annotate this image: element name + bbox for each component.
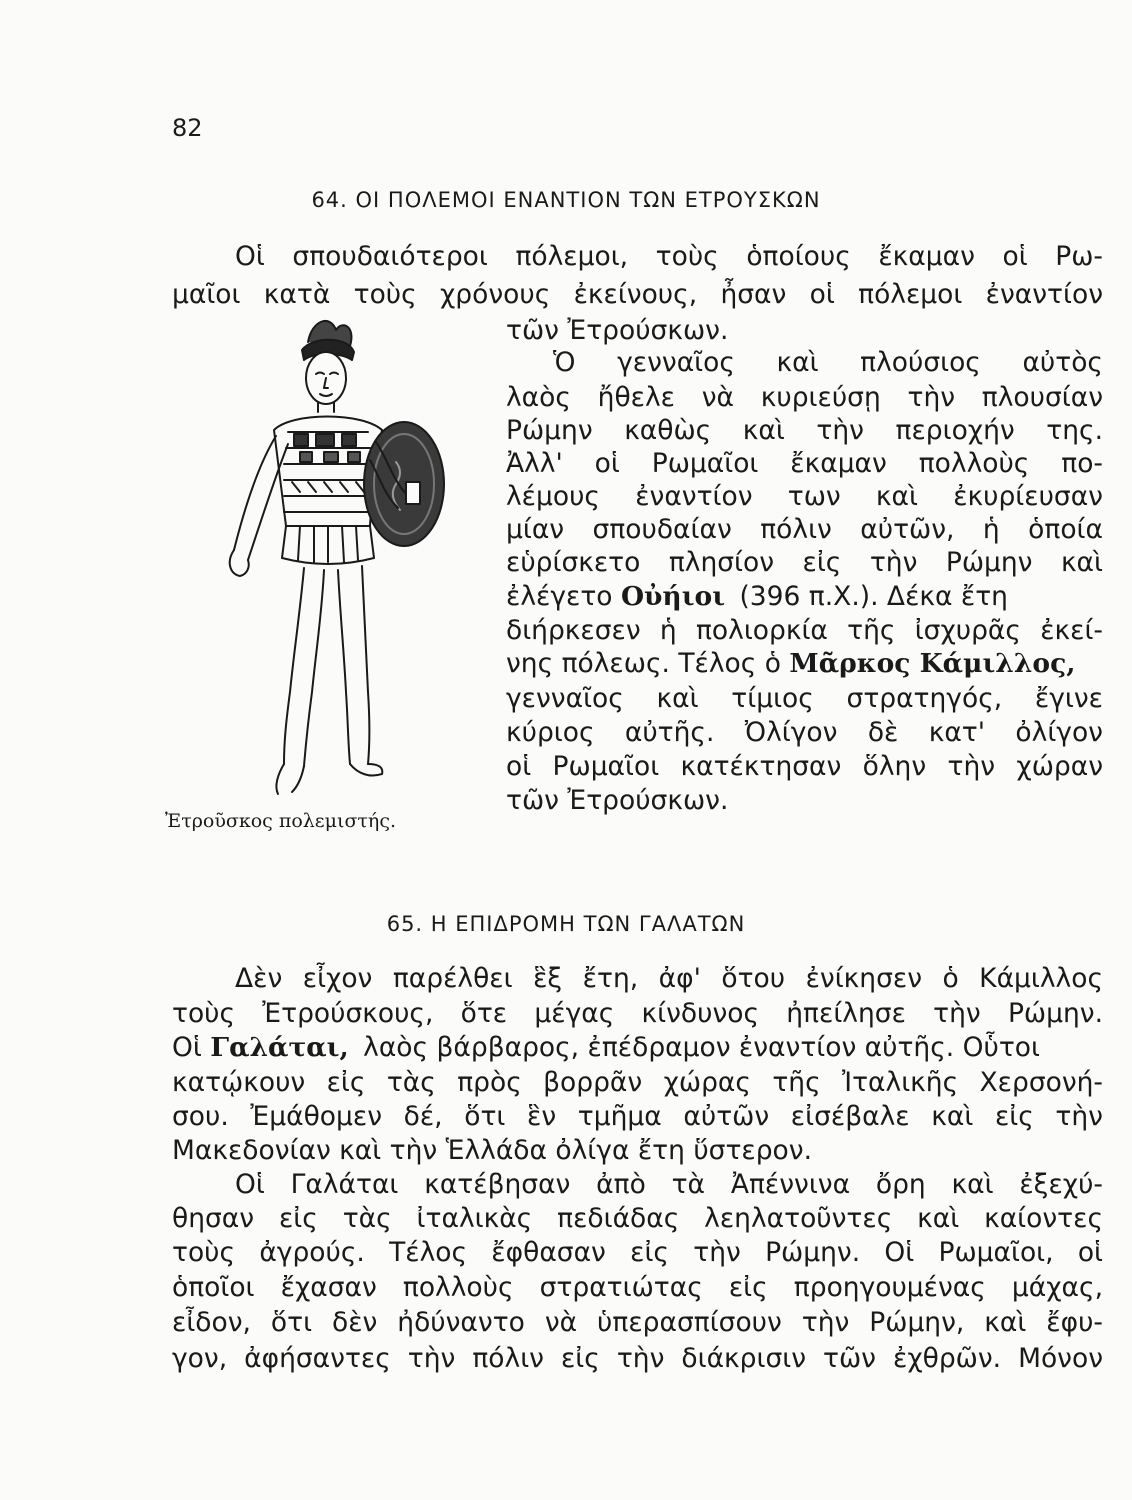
text-line: σου. Ἐμάθομεν δέ, ὅτι ἓν τμῆμα αὐτῶν εἰσέβαλε καὶ εἰς τὴν	[172, 1101, 1103, 1132]
text-segment: ἐλέγετο	[506, 581, 613, 612]
text-line: γενναῖος καὶ τίμιος στρατηγός, ἔγινε	[506, 683, 1103, 714]
text-line: Οἱ Γαλάται κατέβησαν ἀπὸ τὰ Ἀπέννινα ὄρη καὶ ἐξεχύ-	[235, 1169, 1103, 1200]
text-line: τοὺς Ἐτρούσκους, ὅτε μέγας κίνδυνος ἠπείλησε τὴν Ρώμην.	[172, 998, 1103, 1029]
section-65-title: 65. Η ΕΠΙΔΡΟΜΗ ΤΩΝ ΓΑΛΑΤΩΝ	[386, 912, 746, 936]
text-line: Ἀλλ' οἱ Ρωμαῖοι ἔκαμαν πολλοὺς πο-	[506, 448, 1103, 479]
text-line: τοὺς ἀγρούς. Τέλος ἔφθασαν εἰς τὴν Ρώμην. Οἱ Ρωμαῖοι, οἱ	[172, 1237, 1103, 1268]
text-line: οἱ Ρωμαῖοι κατέκτησαν ὅλην τὴν χώραν	[506, 751, 1103, 782]
text-line: Δὲν εἶχον παρέλθει ἓξ ἔτη, ἀφ' ὅτου ἐνίκησεν ὁ Κάμιλλος	[235, 963, 1103, 994]
bold-term-gauls: Γαλάται,	[210, 1032, 349, 1063]
text-segment: (396 π.Χ.). Δέκα ἔτη	[739, 581, 1008, 612]
text-line: γον, ἀφήσαντες τὴν πόλιν εἰς τὴν διάκρισιν τῶν ἐχθρῶν. Μόνον	[172, 1343, 1103, 1374]
text-line: κύριος αὐτῆς. Ὀλίγον δὲ κατ' ὀλίγον	[506, 717, 1103, 748]
text-line: λέμους ἐναντίον των καὶ ἐκυρίευσαν	[506, 481, 1103, 512]
text-segment: Οἱ	[172, 1032, 202, 1063]
text-line: τῶν Ἐτρούσκων.	[506, 315, 729, 346]
text-segment: λαὸς βάρβαρος, ἐπέδραμον ἐναντίον αὐτῆς. Οὗτοι	[363, 1032, 1040, 1063]
bold-term-veii: Οὐήιοι	[620, 581, 726, 612]
bold-term-camillus: Μᾶρκος Κάμιλλος,	[789, 648, 1076, 679]
etruscan-warrior-illustration	[212, 312, 462, 802]
section-64-title: 64. ΟΙ ΠΟΛΕΜΟΙ ΕΝΑΝΤΙΟΝ ΤΩΝ ΕΤΡΟΥΣΚΩΝ	[311, 188, 821, 212]
text-line: λαὸς ἤθελε νὰ κυριεύσῃ τὴν πλουσίαν	[506, 382, 1103, 413]
text-line: κατῴκουν εἰς τὰς πρὸς βορρᾶν χώρας τῆς Ἰταλικῆς Χερσονή-	[172, 1067, 1103, 1098]
text-segment: νης πόλεως. Τέλος ὁ	[506, 648, 781, 679]
text-line: διήρκεσεν ἡ πολιορκία τῆς ἰσχυρᾶς ἐκεί-	[506, 615, 1103, 646]
text-line: Ρώμην καθὼς καὶ τὴν περιοχήν της.	[506, 415, 1103, 446]
text-line: Οἱ σπουδαιότεροι πόλεμοι, τοὺς ὁποίους ἔκαμαν οἱ Ρω-	[235, 241, 1103, 272]
text-line: μίαν σπουδαίαν πόλιν αὐτῶν, ἡ ὁποία	[506, 514, 1103, 545]
figure-caption: Ἐτροῦσκος πολεμιστής.	[165, 810, 396, 832]
text-line	[172, 1032, 1103, 1063]
text-line	[506, 581, 1103, 612]
text-line: μαῖοι κατὰ τοὺς χρόνους ἐκείνους, ἦσαν οἱ πόλεμοι ἐναντίον	[172, 279, 1103, 310]
text-line: εὑρίσκετο πλησίον εἰς τὴν Ρώμην καὶ	[506, 547, 1103, 578]
text-line: Ὁ γενναῖος καὶ πλούσιος αὐτὸς	[553, 347, 1103, 378]
text-line: Μακεδονίαν καὶ τὴν Ἑλλάδα ὀλίγα ἔτη ὕστερον.	[172, 1135, 812, 1166]
page-number: 82	[172, 114, 203, 142]
text-line	[506, 648, 1103, 679]
text-line: θησαν εἰς τὰς ἰταλικὰς πεδιάδας λεηλατοῦντες καὶ καίοντες	[172, 1203, 1103, 1234]
text-line: εἶδον, ὅτι δὲν ἠδύναντο νὰ ὑπερασπίσουν τὴν Ρώμην, καὶ ἔφυ-	[172, 1307, 1103, 1338]
text-line: τῶν Ἐτρούσκων.	[506, 785, 729, 816]
text-line: ὁποῖοι ἔχασαν πολλοὺς στρατιώτας εἰς προηγουμένας μάχας,	[172, 1272, 1103, 1303]
